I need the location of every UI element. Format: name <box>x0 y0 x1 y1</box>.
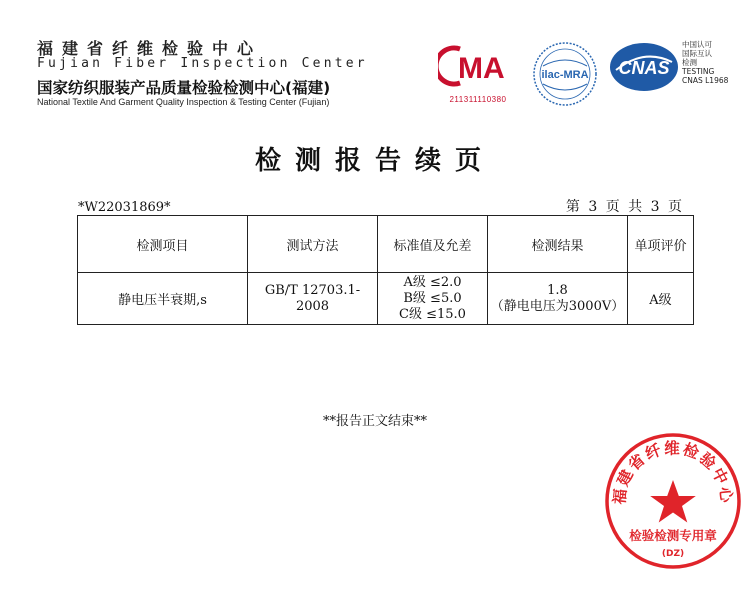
cnas-line: TESTING <box>682 67 715 76</box>
cnas-accreditation-text <box>682 40 728 85</box>
standard-line: C级 ≤15.0 <box>399 306 466 322</box>
header-cell-item: 检测项目 <box>78 216 248 273</box>
ilac-mra-logo <box>531 40 599 108</box>
cma-logo <box>438 45 516 87</box>
header-cell-standard: 标准值及允差 <box>378 216 488 273</box>
header-cell-result: 检测结果 <box>488 216 628 273</box>
standard-line: A级 ≤2.0 <box>403 274 462 290</box>
cnas-line: CNAS L1968 <box>682 76 729 85</box>
cnas-mark-text: CNAS <box>618 58 670 78</box>
result-table <box>77 215 694 325</box>
report-number: *W22031869* <box>78 200 171 215</box>
cnas-line: 中国认可 <box>682 40 712 49</box>
org-name-en: Fujian Fiber Inspection Center <box>37 56 368 71</box>
cnas-line: 检测 <box>682 58 697 67</box>
org-name-cn: 福建省纤维检验中心 <box>37 39 263 58</box>
end-of-report-note: **报告正文结束** <box>322 414 427 429</box>
method-line: 2008 <box>295 298 330 314</box>
cma-mark-text: MA <box>458 52 505 85</box>
cell-result <box>488 273 628 325</box>
standard-line: B级 ≤5.0 <box>403 290 462 306</box>
method-line: GB/T 12703.1- <box>264 282 361 298</box>
cnas-logo <box>608 40 680 94</box>
table-row <box>78 273 694 325</box>
seal-bottom-text: 检验检测专用章 <box>629 528 717 543</box>
center-name-en: National Textile And Garment Quality Inspection & Testing Center (Fujian) <box>37 97 330 107</box>
header-cell-method: 测试方法 <box>248 216 378 273</box>
cell-item: 静电压半衰期,s <box>78 273 248 325</box>
cell-method <box>248 273 378 325</box>
result-note: （静电电压为3000V） <box>490 298 625 314</box>
center-name-cn: 国家纺织服装产品质量检验检测中心(福建) <box>37 79 331 97</box>
header-cell-evaluation: 单项评价 <box>628 216 694 273</box>
seal-code: (DZ) <box>661 549 685 559</box>
seal-arc-text: 福建省纤维检验中心 <box>610 439 736 506</box>
cnas-line: 国际互认 <box>682 49 712 58</box>
page-indicator: 第 3 页 共 3 页 <box>565 199 684 215</box>
cell-evaluation: A级 <box>628 273 694 325</box>
official-seal-stamp <box>604 432 742 570</box>
result-value: 1.8 <box>547 282 568 298</box>
ilac-mark-text: ilac-MRA <box>541 69 589 81</box>
table-header-row <box>78 216 694 273</box>
cell-standard <box>378 273 488 325</box>
cma-code: 211311110380 <box>449 95 507 104</box>
report-title: 检测报告续页 <box>254 146 495 176</box>
